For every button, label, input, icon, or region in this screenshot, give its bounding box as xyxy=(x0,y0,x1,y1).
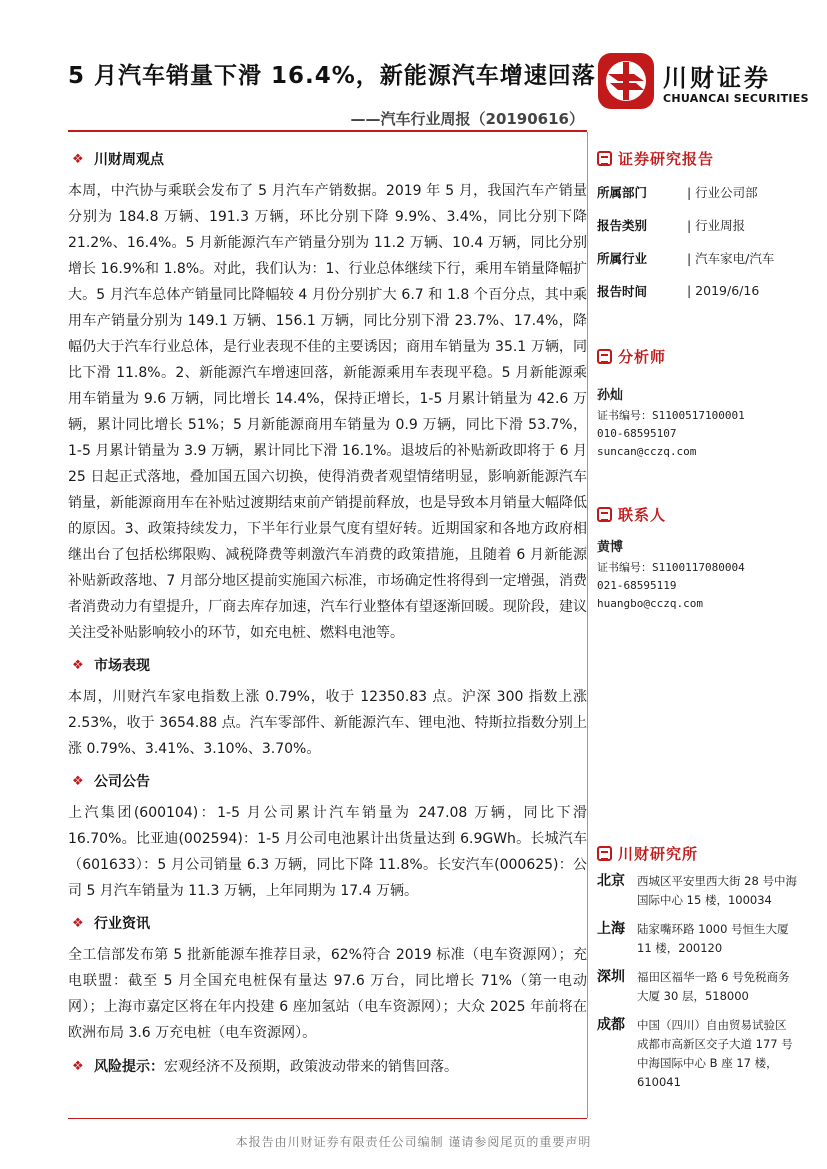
analyst-cert: 证书编号：S1100517100001 xyxy=(597,409,745,422)
office-entry xyxy=(597,920,802,958)
section-heading-text: 市场表现 xyxy=(94,658,150,674)
section-body: 本周，中汽协与乘联会发布了 5 月汽车产销数据。2019 年 5 月，我国汽车产销量分别为 184.8 万辆、191.3 万辆，环比分别下降 9.9%、3.4%，同比分别下降 21.2%、16.4%。5 月新能源汽车产销量分别为 11.2 万辆、10.4 万辆，同比分别增长 16.9%和 1.8%。对此，我们认为：1、行业总体继续下行，乘用车销量降幅扩大。5 月汽车总体产销量同比降幅较 4 月份分别扩大 6.7 和 1.8 个百分点，其中乘用车产销量分别为 149.1 万辆、156.1 万辆，同比分别下滑 23.7%、17.4%，降幅仍大于汽车行业总体，是行业表现不佳的主要诱因；商用车销量为 35.1 万辆，同比下滑 11.8%。2、新能源汽车增速回落，新能源乘用车表现平稳。5 月新能源乘用车销量为 9.6 万辆，同比增长 14.4%，保持正增长，1-5 月累计销量为 42.6 万辆，累计同比增长 51%；5 月新能源商用车销量为 0.9 万辆，同比下滑 53.7%，1-5 月累计销量为 3.9 万辆，累计同比下滑 16.1%。退坡后的补贴新政即将于 6 月 25 日起正式落地，叠加国五国六切换，使得消费者观望情绪明显，影响新能源汽车销量，新能源商用车在补贴过渡期结束前产销提前释放，也是导致本月销量大幅降低的原因。3、政策持续发力，下半年行业景气度有望好转。近期国家和各地方政府相继出台了包括松绑限购、减税降费等刺激汽车消费的政策措施，且随着 6 月新能源补贴新政落地、7 月部分地区提前实施国六标准，市场确定性将得到一定增强，消费者消费动力有望提升，厂商去库存加速，汽车行业整体有望逐渐回暖。现阶段，建议关注受补贴影响较小的环节，如充电桩、燃料电池等。 xyxy=(68,183,587,641)
info-row xyxy=(597,175,802,208)
institute-heading xyxy=(597,842,802,864)
report-heading-text: 证券研究报告 xyxy=(618,149,715,168)
analyst-card xyxy=(597,387,802,461)
analyst-name: 孙灿 xyxy=(597,388,624,403)
section-heading-text: 公司公告 xyxy=(94,774,150,790)
report-icon xyxy=(597,151,612,166)
contact-icon xyxy=(597,507,612,522)
diamond-bullet-icon: ❖ xyxy=(72,657,84,673)
office-city: 北京 xyxy=(597,873,625,889)
diamond-bullet-icon: ❖ xyxy=(72,1059,84,1074)
analyst-email[interactable]: suncan@cczq.com xyxy=(597,445,697,458)
office-city: 上海 xyxy=(597,921,625,937)
info-key: 报告类别 xyxy=(597,217,648,233)
section-heading-text: 行业资讯 xyxy=(94,916,150,932)
office-entry xyxy=(597,872,802,910)
risk-label: 风险提示： xyxy=(94,1059,164,1075)
contact-card xyxy=(597,539,802,613)
section-body: 本周，川财汽车家电指数上涨 0.79%，收于 12350.83 点。沪深 300 指数上涨 2.53%，收于 3654.88 点。汽车零部件、新能源汽车、锂电池、特斯拉指数分别上涨 0.79%、3.41%、3.10%、3.70%。 xyxy=(68,689,587,757)
diamond-bullet-icon: ❖ xyxy=(72,773,84,789)
section-heading xyxy=(68,770,587,792)
info-value: | 行业公司部 xyxy=(687,184,758,200)
diamond-bullet-icon: ❖ xyxy=(72,151,84,167)
office-address: 福田区福华一路 6 号免税商务大厦 30 层，518000 xyxy=(637,970,790,1003)
info-row xyxy=(597,274,802,307)
column-divider xyxy=(587,132,588,1118)
institute-icon xyxy=(597,846,612,861)
contact-phone: 021-68595119 xyxy=(597,579,677,592)
analyst-icon xyxy=(597,349,612,364)
institute-panel xyxy=(597,842,802,1102)
contact-name: 黄博 xyxy=(597,540,624,555)
report-info-panel xyxy=(597,147,802,307)
section-heading xyxy=(68,654,587,676)
office-address: 中国（四川）自由贸易试验区成都市高新区交子大道 177 号中海国际中心 B 座 17 楼，610041 xyxy=(637,1018,793,1089)
contact-heading-text: 联系人 xyxy=(618,505,667,524)
company-logo xyxy=(597,52,809,112)
section-heading-text: 川财周观点 xyxy=(94,152,164,168)
info-key: 报告时间 xyxy=(597,283,648,299)
risk-warning xyxy=(68,1054,587,1080)
info-row xyxy=(597,208,802,241)
office-city: 成都 xyxy=(597,1017,625,1033)
info-row xyxy=(597,241,802,274)
office-entry xyxy=(597,1016,802,1092)
info-value: | 汽车家电/汽车 xyxy=(687,250,775,266)
report-subtitle: ——汽车行业周报（20190616） xyxy=(350,110,584,128)
report-title: 5 月汽车销量下滑 16.4%，新能源汽车增速回落 xyxy=(68,63,596,89)
page-footer: 本报告由川财证券有限责任公司编制 谨请参阅尾页的重要声明 xyxy=(235,1135,592,1149)
logo-name-en: CHUANCAI SECURITIES xyxy=(663,92,809,105)
chuancai-logo-icon xyxy=(597,52,655,110)
header-rule xyxy=(68,130,587,132)
analyst-heading-text: 分析师 xyxy=(618,347,667,366)
report-info-heading xyxy=(597,147,802,169)
contact-email[interactable]: huangbo@cczq.com xyxy=(597,597,703,610)
analyst-panel xyxy=(597,345,802,461)
section-body: 上汽集团(600104)：1-5 月公司累计汽车销量为 247.08 万辆，同比下滑 16.70%。比亚迪(002594)：1-5 月公司电池累计出货量达到 6.9GWh。长城汽车（601633）：5 月公司销量 6.3 万辆，同比下降 11.8%。长安汽车(000625)：公司 5 月汽车销量为 11.3 万辆，上年同期为 17.4 万辆。 xyxy=(68,805,587,899)
contact-cert: 证书编号：S1100117080004 xyxy=(597,561,745,574)
office-address: 西城区平安里西大街 28 号中海国际中心 15 楼，100034 xyxy=(637,874,797,907)
info-value: | 2019/6/16 xyxy=(687,283,760,298)
info-value: | 行业周报 xyxy=(687,217,746,233)
institute-heading-text: 川财研究所 xyxy=(618,844,699,863)
section-body: 全工信部发布第 5 批新能源车推荐目录，62%符合 2019 标准（电车资源网）；充电联盟：截至 5 月全国充电桩保有量达 97.6 万台，同比增长 71%（第一电动网）；上海市嘉定区将在年内投建 6 座加氢站（电车资源网）；大众 2025 年前将在欧洲布局 3.6 万充电桩（电车资源网）。 xyxy=(68,947,587,1041)
office-city: 深圳 xyxy=(597,969,625,985)
section-heading xyxy=(68,912,587,934)
section-heading xyxy=(68,148,587,170)
office-address: 陆家嘴环路 1000 号恒生大厦 11 楼，200120 xyxy=(637,922,789,955)
office-entry xyxy=(597,968,802,1006)
analyst-heading xyxy=(597,345,802,367)
main-content xyxy=(68,148,587,1080)
footer-rule xyxy=(68,1118,587,1119)
analyst-phone: 010-68595107 xyxy=(597,427,677,440)
contact-panel xyxy=(597,503,802,613)
logo-name-cn: 川财证券 xyxy=(663,64,771,92)
contact-heading xyxy=(597,503,802,525)
risk-text: 宏观经济不及预期，政策波动带来的销售回落。 xyxy=(164,1059,458,1075)
diamond-bullet-icon: ❖ xyxy=(72,915,84,931)
info-key: 所属部门 xyxy=(597,184,648,200)
info-key: 所属行业 xyxy=(597,250,648,266)
